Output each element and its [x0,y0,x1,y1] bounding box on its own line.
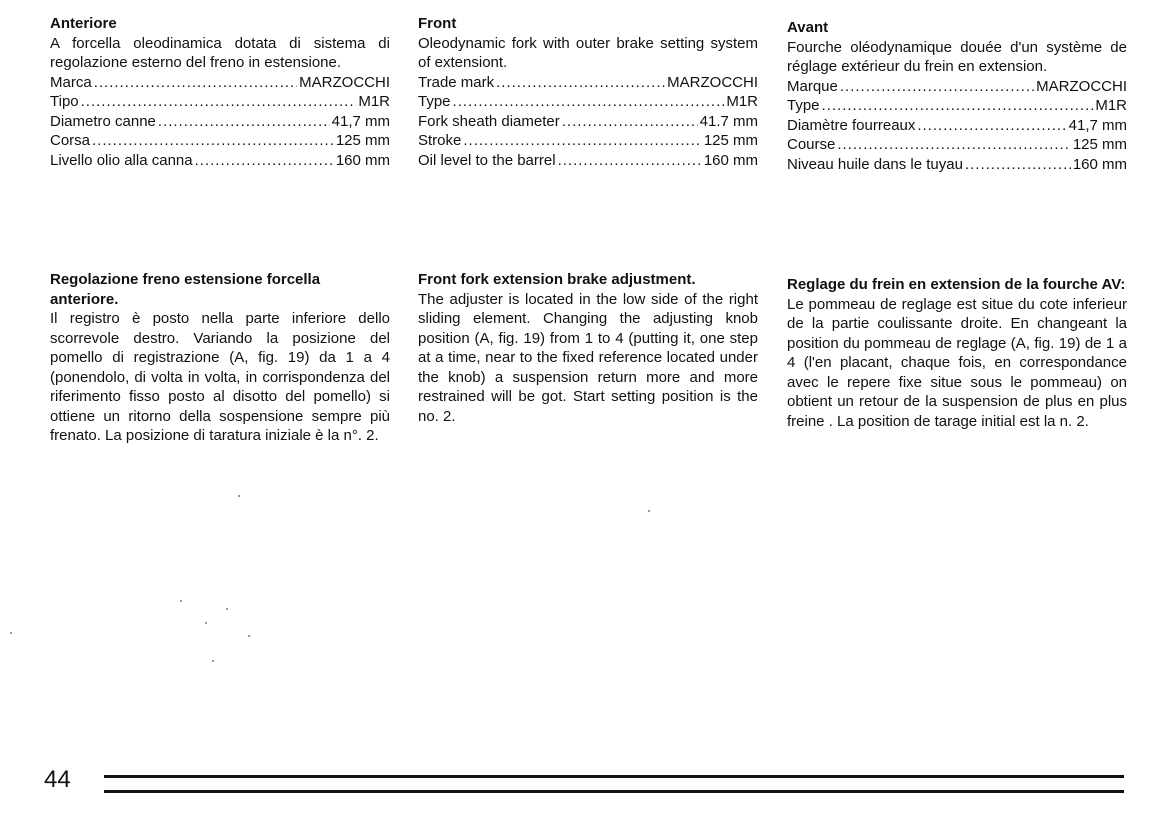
leader-dots [837,135,1070,155]
italian-adjust-text: Il registro è posto nella parte inferiore dello scorrevole destro. Variando la posizione del pomello di registrazione (A, fig. 19) da 1 a 4 (ponendolo, di volta in volta, in corrispondenza del riferimento fisso posto al disotto del pomello) si ottiene un ritorno della sospensione sempre più frenato. La posizione di taratura iniziale è la n°. 2. [50,310,390,444]
scan-speck [180,600,182,602]
scan-speck [205,622,207,624]
spec-value: 41,7 mm [1068,116,1127,134]
spec-label: Diametro canne [50,112,156,130]
spec-value: 125 mm [703,132,758,149]
spec-value: MARZOCCHI [667,73,758,91]
scan-speck [648,510,650,512]
spec-label: Niveau huile dans le tuyau [787,155,963,173]
french-adjust-section [787,275,1127,431]
spec-value: 125 mm [335,132,390,149]
spec-label: Marca [50,73,92,91]
french-specs-heading: Avant [787,19,829,36]
spec-label: Diamètre fourreaux [787,116,916,134]
scan-speck [248,635,250,637]
french-specs-section [787,18,1127,174]
english-adjust-section [418,270,758,426]
spec-label: Tipo [50,93,79,110]
spec-label: Oil level to the barrel [418,151,556,169]
english-specs-heading: Front [418,15,457,32]
spec-value: MARZOCCHI [299,73,390,91]
spec-row [787,155,1127,175]
spec-row [418,131,758,151]
leader-dots [195,151,334,171]
leader-dots [94,73,297,93]
scan-speck [238,495,240,497]
leader-dots [92,131,334,151]
spec-value: MARZOCCHI [1036,77,1127,95]
leader-dots [822,96,1094,116]
italian-adjust-section [50,270,390,446]
spec-row [418,151,758,171]
spec-label: Course [787,136,836,153]
spec-value: 125 mm [1072,136,1127,153]
leader-dots [158,112,330,132]
spec-label: Stroke [418,132,462,149]
footer-rule-bottom [104,790,1124,793]
english-spec-list [418,73,758,171]
italian-adjust-heading: Regolazione freno estensione forcella anteriore. [50,271,321,308]
spec-row [418,73,758,93]
leader-dots [917,116,1066,136]
leader-dots [496,73,665,93]
spec-value: M1R [1095,97,1127,114]
spec-label: Trade mark [418,73,495,91]
spec-row [50,92,390,112]
spec-value: 160 mm [1072,155,1127,173]
spec-label: Livello olio alla canna [50,151,193,169]
spec-row [50,131,390,151]
spec-label: Corsa [50,132,91,149]
italian-specs-intro: A forcella oleodinamica dotata di sistema di regolazione esterno del freno in estensione. [50,34,390,71]
spec-value: 160 mm [335,151,390,169]
page-number: 44 [44,766,71,793]
spec-row [787,96,1127,116]
spec-row [418,112,758,132]
spec-label: Type [418,93,451,110]
spec-row [50,73,390,93]
italian-specs-section [50,14,390,170]
english-adjust-text: The adjuster is located in the low side of the right sliding element. Changing the adjusting knob position (A, fig. 19) from 1 to 4 (putting it, one step at a time, near to the fixed reference located under the knob) a suspension return more and more restrained will be got. Start setting position is the no. 2. [418,290,758,425]
english-adjust-heading: Front fork extension brake adjustment. [418,271,696,288]
leader-dots [965,155,1071,175]
footer-rule-top [104,775,1124,778]
italian-specs-heading: Anteriore [50,15,117,32]
spec-label: Marque [787,77,838,95]
english-specs-section [418,14,758,170]
french-specs-intro: Fourche oléodynamique douée d'un système de réglage extérieur du frein en extension. [787,38,1127,75]
leader-dots [840,77,1034,97]
spec-row [50,151,390,171]
spec-row [787,77,1127,97]
spec-value: 41,7 mm [331,112,390,130]
spec-value: 41.7 mm [699,112,758,130]
scan-speck [10,632,12,634]
italian-spec-list [50,73,390,171]
spec-value: M1R [726,93,758,110]
leader-dots [453,92,725,112]
english-specs-intro: Oleodynamic fork with outer brake setting system of extensiont. [418,34,758,71]
spec-row [418,92,758,112]
leader-dots [562,112,698,132]
scan-speck [226,608,228,610]
spec-row [787,135,1127,155]
spec-value: M1R [358,93,390,110]
spec-label: Type [787,97,820,114]
leader-dots [463,131,701,151]
french-adjust-heading: Reglage du frein en extension de la fourche AV: [787,276,1126,293]
spec-label: Fork sheath diameter [418,112,560,130]
spec-row [50,112,390,132]
spec-row [787,116,1127,136]
spec-value: 160 mm [703,151,758,169]
french-adjust-text: Le pommeau de reglage est situe du cote inferieur de la partie coulissante droite. En changeant la position du pommeau de reglage (A, fig. 19) de 1 a 4 (l'en placant, chaque fois, en correspondance avec le repere fixe situe sous le pommeau) on obtient un retour de la suspension de plus en plus freine . La position de tarage initial est la n. 2. [787,295,1127,430]
leader-dots [81,92,357,112]
leader-dots [558,151,702,171]
scan-speck [212,660,214,662]
french-spec-list [787,77,1127,175]
